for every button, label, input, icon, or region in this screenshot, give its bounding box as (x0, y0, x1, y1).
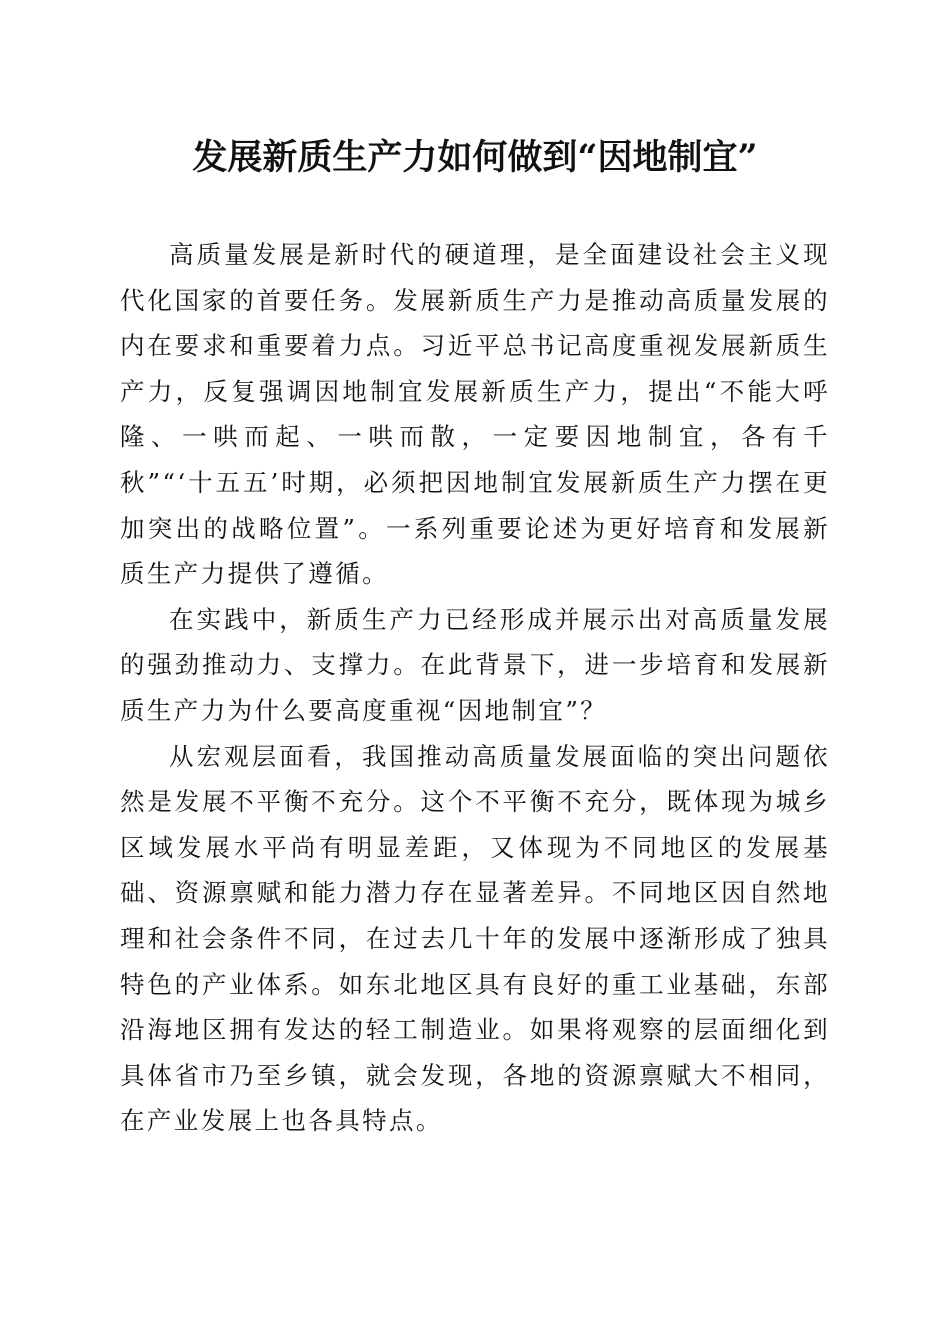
paragraph-2: 在实践中，新质生产力已经形成并展示出对高质量发展的强劲推动力、支撑力。在此背景下，进一步培育和发展新质生产力为什么要高度重视“因地制宜”？ (120, 604, 830, 725)
document-title: 发展新质生产力如何做到“因地制宜” (192, 137, 758, 178)
paragraph-1: 高质量发展是新时代的硬道理，是全面建设社会主义现代化国家的首要任务。发展新质生产力是推动高质量发展的内在要求和重要着力点。习近平总书记高度重视发展新质生产力，反复强调因地制宜发展新质生产力，提出“不能大呼隆、一哄而起、一哄而散，一定要因地制宜，各有千秋”“‘十五五’时期，必须把因地制宜发展新质生产力摆在更加突出的战略位置”。一系列重要论述为更好培育和发展新质生产力提供了遵循。 (120, 240, 830, 589)
document-body (120, 232, 830, 1144)
paragraph-3: 从宏观层面看，我国推动高质量发展面临的突出问题依然是发展不平衡不充分。这个不平衡不充分，既体现为城乡区域发展水平尚有明显差距，又体现为不同地区的发展基础、资源禀赋和能力潜力存在显著差异。不同地区因自然地理和社会条件不同，在过去几十年的发展中逐渐形成了独具特色的产业体系。如东北地区具有良好的重工业基础，东部沿海地区拥有发达的轻工制造业。如果将观察的层面细化到具体省市乃至乡镇，就会发现，各地的资源禀赋大不相同，在产业发展上也各具特点。 (120, 741, 830, 1136)
